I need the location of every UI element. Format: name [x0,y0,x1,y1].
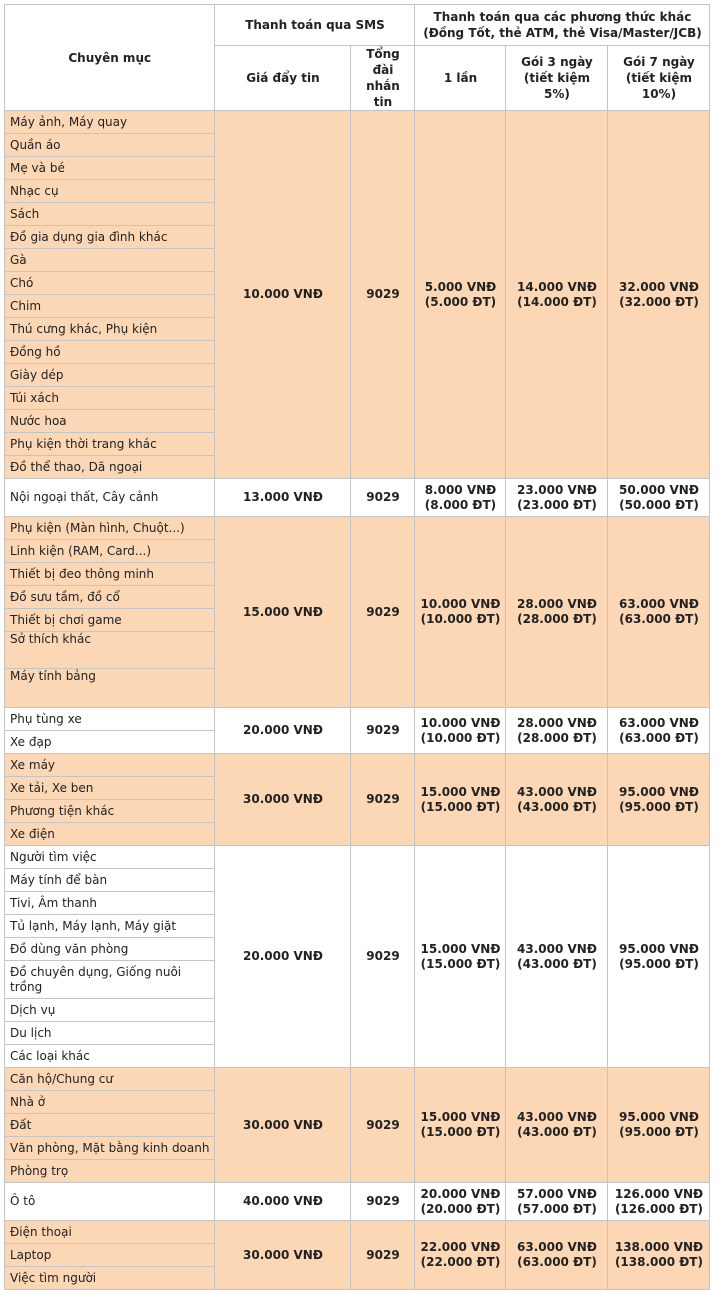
shortcode-cell: 9029 [351,846,415,1068]
pack-3-price-cell [506,1183,608,1221]
category-cell: Quần áo [5,134,215,157]
category-cell: Chó [5,272,215,295]
pack-3-price-cell [506,111,608,479]
category-cell: Dịch vụ [5,999,215,1022]
price-vnd: 63.000 VNĐ [619,597,699,611]
category-cell: Máy tính để bàn [5,869,215,892]
price-vnd: 50.000 VNĐ [619,482,699,497]
category-cell: Sách [5,203,215,226]
price-dt: (95.000 ĐT) [619,799,699,814]
pack-3-price-cell [506,517,608,708]
sms-price-cell: 20.000 VNĐ [215,846,351,1068]
price-vnd: 15.000 VNĐ [420,1110,501,1124]
category-cell: Đồ gia dụng gia đình khác [5,226,215,249]
category-cell: Văn phòng, Mặt bằng kinh doanh [5,1137,215,1160]
category-cell: Nước hoa [5,410,215,433]
price-vnd: 43.000 VNĐ [517,941,597,956]
category-cell: Đồ sưu tầm, đồ cổ [5,586,215,609]
price-dt: (28.000 ĐT) [517,730,597,745]
pack-7-price-cell [608,517,710,708]
category-cell: Nội ngoại thất, Cây cảnh [5,479,215,517]
table-body [5,111,710,1290]
price-dt: (50.000 ĐT) [619,497,699,512]
category-cell: Tivi, Âm thanh [5,892,215,915]
category-cell: Máy ảnh, Máy quay [5,111,215,134]
shortcode-cell: 9029 [351,111,415,479]
pack-7-price-cell [608,708,710,754]
pack-3-price-cell [506,708,608,754]
table-row [5,1183,710,1221]
category-cell: Máy tính bảng [5,669,215,708]
once-price-cell [415,708,506,754]
sms-price-cell: 30.000 VNĐ [215,754,351,846]
shortcode-cell: 9029 [351,1068,415,1183]
price-dt: (28.000 ĐT) [517,612,597,626]
once-price-cell [415,846,506,1068]
pack-7-price-cell [608,1221,710,1290]
category-cell: Thiết bị đeo thông minh [5,563,215,586]
price-vnd: 95.000 VNĐ [619,941,699,956]
category-cell: Ô tô [5,1183,215,1221]
sms-price-cell: 30.000 VNĐ [215,1068,351,1183]
price-dt: (32.000 ĐT) [619,294,699,309]
sms-price-cell: 10.000 VNĐ [215,111,351,479]
category-cell: Xe đạp [5,731,215,754]
price-vnd: 63.000 VNĐ [619,715,699,730]
category-cell: Nhà ở [5,1091,215,1114]
once-price-cell [415,754,506,846]
table-row [5,846,710,869]
price-vnd: 32.000 VNĐ [619,279,699,294]
pack-7-price-cell [608,1183,710,1221]
header-sms: Thanh toán qua SMS [215,5,415,46]
category-cell: Phụ kiện (Màn hình, Chuột...) [5,517,215,540]
price-dt: (43.000 ĐT) [517,1125,597,1139]
price-vnd: 20.000 VNĐ [420,1186,501,1201]
category-cell: Phòng trọ [5,1160,215,1183]
price-vnd: 57.000 VNĐ [517,1186,597,1201]
price-vnd: 15.000 VNĐ [420,784,501,799]
price-vnd: 126.000 VNĐ [614,1186,704,1201]
shortcode-cell: 9029 [351,517,415,708]
pack-7-price-cell [608,479,710,517]
category-cell: Phụ tùng xe [5,708,215,731]
table-row [5,754,710,777]
header-other-methods: Thanh toán qua các phương thức khác (Đồng Tốt, thẻ ATM, thẻ Visa/Master/JCB) [415,5,710,46]
category-cell: Xe điện [5,823,215,846]
price-dt: (14.000 ĐT) [517,294,597,309]
price-vnd: 10.000 VNĐ [420,715,501,730]
shortcode-cell: 9029 [351,1221,415,1290]
table-row [5,479,710,517]
pack-3-price-cell [506,1068,608,1183]
sms-price-cell: 20.000 VNĐ [215,708,351,754]
once-price-cell [415,479,506,517]
price-dt: (95.000 ĐT) [619,1125,699,1139]
category-cell: Gà [5,249,215,272]
price-vnd: 15.000 VNĐ [420,941,501,956]
price-dt: (15.000 ĐT) [420,799,501,814]
table-header [5,5,710,111]
once-price-cell [415,111,506,479]
price-dt: (138.000 ĐT) [614,1255,703,1269]
header-pack-7-days: Gói 7 ngày (tiết kiệm 10%) [608,46,710,111]
category-cell: Đất [5,1114,215,1137]
table-row [5,517,710,540]
price-vnd: 10.000 VNĐ [420,597,501,611]
header-category: Chuyên mục [5,5,215,111]
price-vnd: 22.000 VNĐ [420,1240,501,1254]
pack-7-price-cell [608,846,710,1068]
price-dt: (15.000 ĐT) [420,956,501,971]
category-cell: Phụ kiện thời trang khác [5,433,215,456]
price-vnd: 8.000 VNĐ [424,482,497,497]
pack-3-price-cell [506,754,608,846]
category-cell: Tủ lạnh, Máy lạnh, Máy giặt [5,915,215,938]
category-cell: Điện thoại [5,1221,215,1244]
category-cell: Đồng hồ [5,341,215,364]
table-row [5,1068,710,1091]
price-table-container [4,4,710,1290]
price-dt: (126.000 ĐT) [614,1201,703,1216]
price-vnd: 138.000 VNĐ [614,1240,704,1254]
price-vnd: 5.000 VNĐ [424,279,497,294]
price-dt: (43.000 ĐT) [517,956,597,971]
category-cell: Chim [5,295,215,318]
category-cell: Đồ dùng văn phòng [5,938,215,961]
price-vnd: 63.000 VNĐ [517,1240,597,1254]
pack-3-price-cell [506,846,608,1068]
pack-3-price-cell [506,479,608,517]
once-price-cell [415,1068,506,1183]
price-vnd: 95.000 VNĐ [619,1110,699,1124]
header-shortcode: Tổng đài nhắn tin [351,46,415,111]
category-cell: Người tìm việc [5,846,215,869]
price-dt: (63.000 ĐT) [619,612,699,626]
table-row [5,1221,710,1244]
price-dt: (20.000 ĐT) [420,1201,501,1216]
price-vnd: 43.000 VNĐ [517,1110,597,1124]
category-cell: Nhạc cụ [5,180,215,203]
category-cell: Căn hộ/Chung cư [5,1068,215,1091]
category-cell: Xe máy [5,754,215,777]
header-push-price: Giá đẩy tin [215,46,351,111]
sms-price-cell: 30.000 VNĐ [215,1221,351,1290]
header-pack-3-days: Gói 3 ngày (tiết kiệm 5%) [506,46,608,111]
sms-price-cell: 15.000 VNĐ [215,517,351,708]
table-row [5,708,710,731]
price-vnd: 43.000 VNĐ [517,784,597,799]
category-cell: Thiết bị chơi game [5,609,215,632]
category-cell: Thú cưng khác, Phụ kiện [5,318,215,341]
price-dt: (23.000 ĐT) [517,497,597,512]
price-vnd: 28.000 VNĐ [517,715,597,730]
price-vnd: 23.000 VNĐ [517,482,597,497]
category-cell: Sở thích khác [5,632,215,669]
category-cell: Laptop [5,1244,215,1267]
price-dt: (5.000 ĐT) [424,294,497,309]
shortcode-cell: 9029 [351,754,415,846]
once-price-cell [415,517,506,708]
category-cell: Linh kiện (RAM, Card...) [5,540,215,563]
price-dt: (22.000 ĐT) [420,1255,501,1269]
shortcode-cell: 9029 [351,479,415,517]
price-dt: (63.000 ĐT) [517,1255,597,1269]
category-cell: Du lịch [5,1022,215,1045]
header-once: 1 lần [415,46,506,111]
price-dt: (95.000 ĐT) [619,956,699,971]
sms-price-cell: 40.000 VNĐ [215,1183,351,1221]
category-cell: Phương tiện khác [5,800,215,823]
price-dt: (43.000 ĐT) [517,799,597,814]
price-vnd: 95.000 VNĐ [619,784,699,799]
pack-3-price-cell [506,1221,608,1290]
shortcode-cell: 9029 [351,1183,415,1221]
category-cell: Mẹ và bé [5,157,215,180]
sms-price-cell: 13.000 VNĐ [215,479,351,517]
pack-7-price-cell [608,1068,710,1183]
price-vnd: 28.000 VNĐ [517,597,597,611]
price-dt: (57.000 ĐT) [517,1201,597,1216]
pack-7-price-cell [608,754,710,846]
category-cell: Xe tải, Xe ben [5,777,215,800]
price-dt: (10.000 ĐT) [420,612,501,626]
price-dt: (63.000 ĐT) [619,730,699,745]
category-cell: Các loại khác [5,1045,215,1068]
category-cell: Đồ thể thao, Dã ngoại [5,456,215,479]
price-vnd: 14.000 VNĐ [517,279,597,294]
shortcode-cell: 9029 [351,708,415,754]
category-cell: Túi xách [5,387,215,410]
price-dt: (8.000 ĐT) [424,497,497,512]
category-cell: Đồ chuyên dụng, Giống nuôi trồng [5,961,215,999]
once-price-cell [415,1221,506,1290]
price-table [4,4,710,1290]
category-cell: Việc tìm người [5,1267,215,1290]
price-dt: (15.000 ĐT) [420,1125,501,1139]
table-row [5,111,710,134]
once-price-cell [415,1183,506,1221]
category-cell: Giày dép [5,364,215,387]
pack-7-price-cell [608,111,710,479]
price-dt: (10.000 ĐT) [420,730,501,745]
